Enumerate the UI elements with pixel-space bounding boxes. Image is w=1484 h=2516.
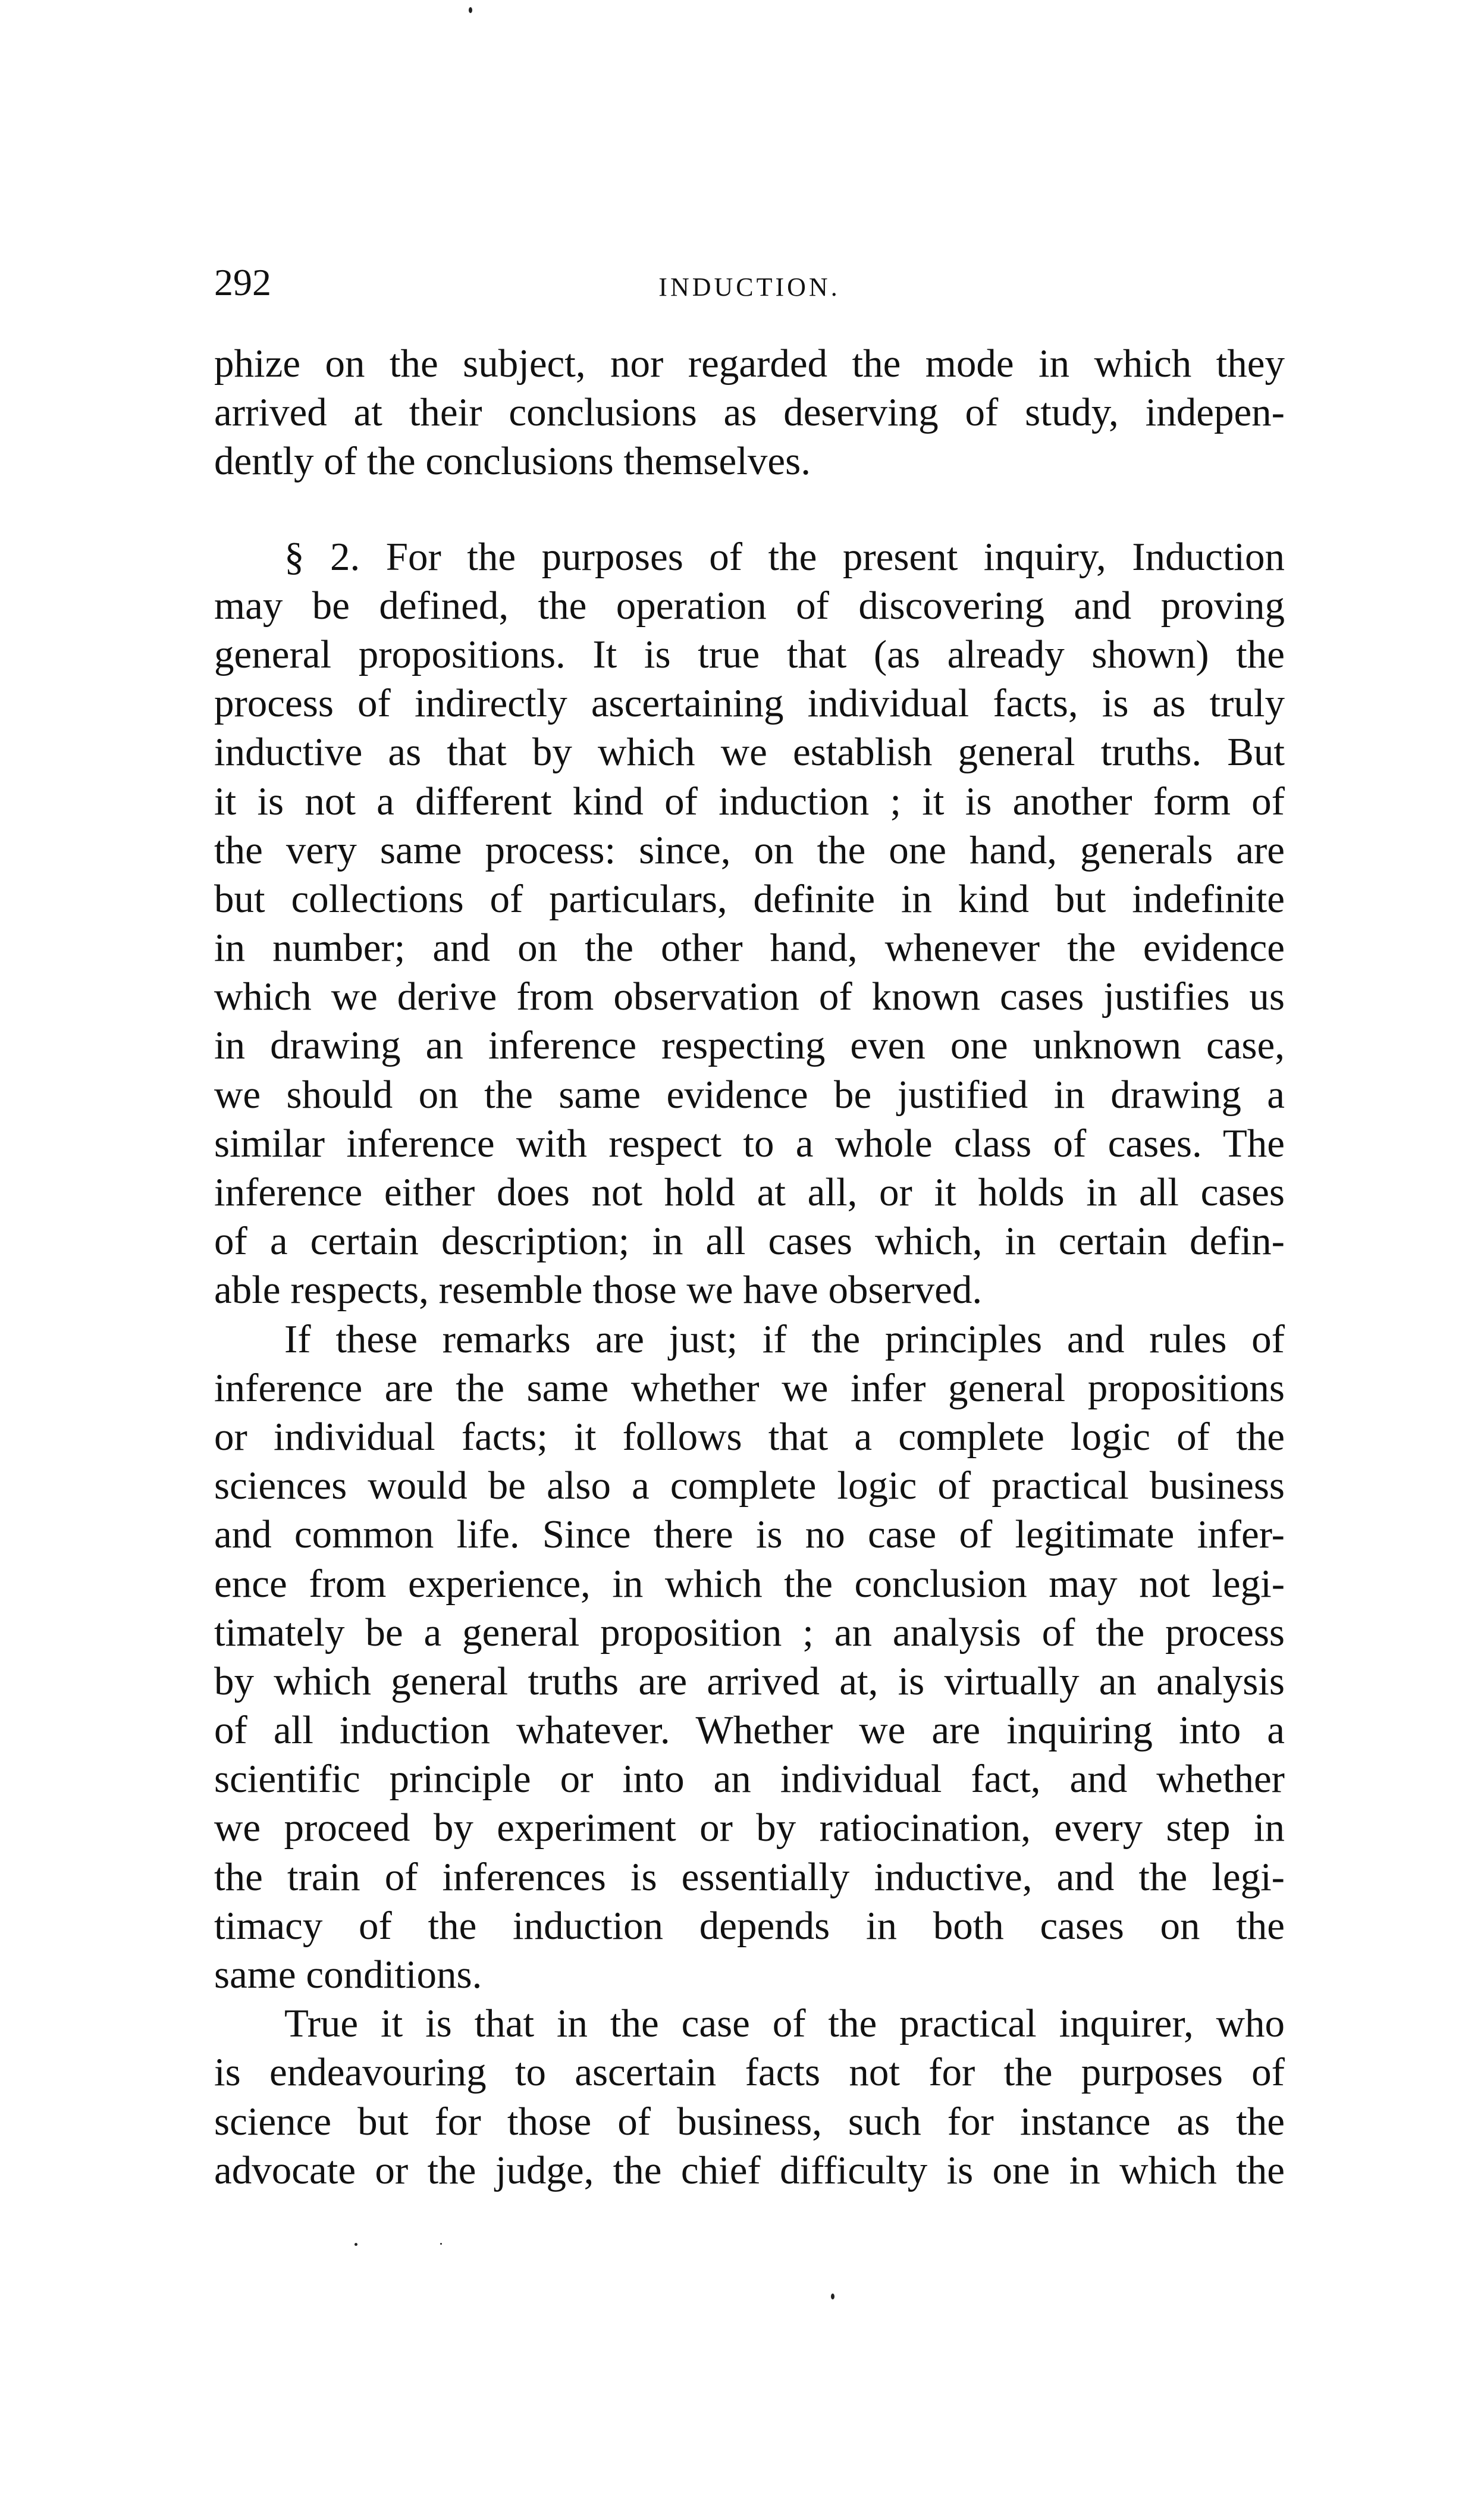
text-line: the train of inferences is essentially inductive, and the legi- — [214, 1854, 1285, 1899]
text-line: If these remarks are just; if the principles and rules of — [284, 1317, 1285, 1361]
text-line: the very same process: since, on the one hand, generals are — [214, 828, 1285, 872]
scan-speck — [831, 2293, 834, 2299]
text-line: able respects, resemble those we have observed. — [214, 1268, 983, 1312]
text-line: sciences would be also a complete logic of practical business — [214, 1464, 1285, 1508]
text-line: § 2. For the purposes of the present inquiry, Induction — [284, 534, 1285, 579]
paragraph-section-2 — [214, 532, 1285, 1315]
text-line: arrived at their conclusions as deserving of study, indepen- — [214, 390, 1285, 435]
paragraph-continued — [214, 339, 1285, 486]
page-header — [214, 256, 1285, 309]
text-line: but collections of particulars, definite in kind but indefinite — [214, 876, 1285, 921]
text-line: process of indirectly ascertaining individual facts, is as truly — [214, 681, 1285, 726]
text-line: in drawing an inference respecting even one unknown case, — [214, 1023, 1285, 1068]
text-line: phize on the subject, nor regarded the mode in which they — [214, 341, 1285, 386]
page-body — [214, 339, 1285, 2195]
text-line: timately be a general proposition ; an analysis of the process — [214, 1610, 1285, 1655]
text-line: or individual facts; it follows that a complete logic of the — [214, 1414, 1285, 1459]
text-line: inductive as that by which we establish general truths. But — [214, 730, 1285, 775]
text-line: same conditions. — [214, 1953, 482, 1997]
scan-speck — [440, 2243, 442, 2245]
text-line: of a certain description; in all cases which, in certain defin- — [214, 1219, 1285, 1264]
paragraph-remarks — [214, 1315, 1285, 2000]
text-line: dently of the conclusions themselves. — [214, 439, 811, 484]
text-line: True it is that in the case of the practical inquirer, who — [284, 2001, 1285, 2046]
text-line: we proceed by experiment or by ratiocination, every step in — [214, 1806, 1285, 1850]
text-line: similar inference with respect to a whole class of cases. The — [214, 1121, 1285, 1165]
text-line: and common life. Since there is no case of legitimate infer- — [214, 1512, 1285, 1557]
text-line: is endeavouring to ascertain facts not for the purposes of — [214, 2050, 1285, 2095]
page-number: 292 — [214, 261, 271, 303]
text-line: in number; and on the other hand, whenever the evidence — [214, 926, 1285, 970]
running-head: INDUCTION. — [658, 272, 840, 302]
text-line: science but for those of business, such for instance as the — [214, 2099, 1285, 2144]
text-line: it is not a different kind of induction ; it is another form of — [214, 779, 1285, 823]
paragraph-practical-inquirer — [214, 1999, 1285, 2195]
scan-speck — [469, 7, 472, 13]
text-line: scientific principle or into an individual fact, and whether — [214, 1757, 1285, 1801]
text-line: inference are the same whether we infer general propositions — [214, 1365, 1285, 1410]
text-line: general propositions. It is true that (as already shown) the — [214, 632, 1285, 676]
text-line: ence from experience, in which the conclusion may not legi- — [214, 1561, 1285, 1606]
text-line: may be defined, the operation of discovering and proving — [214, 583, 1285, 628]
text-line: we should on the same evidence be justified in drawing a — [214, 1072, 1285, 1117]
text-line: inference either does not hold at all, or it holds in all cases — [214, 1170, 1285, 1214]
text-line: by which general truths are arrived at, is virtually an analysis — [214, 1659, 1285, 1703]
text-line: timacy of the induction depends in both cases on the — [214, 1903, 1285, 1948]
scan-speck — [354, 2243, 357, 2246]
text-line: of all induction whatever. Whether we are inquiring into a — [214, 1708, 1285, 1753]
text-line: advocate or the judge, the chief difficulty is one in which the — [214, 2148, 1285, 2192]
text-line: which we derive from observation of known cases justifies us — [214, 975, 1285, 1019]
